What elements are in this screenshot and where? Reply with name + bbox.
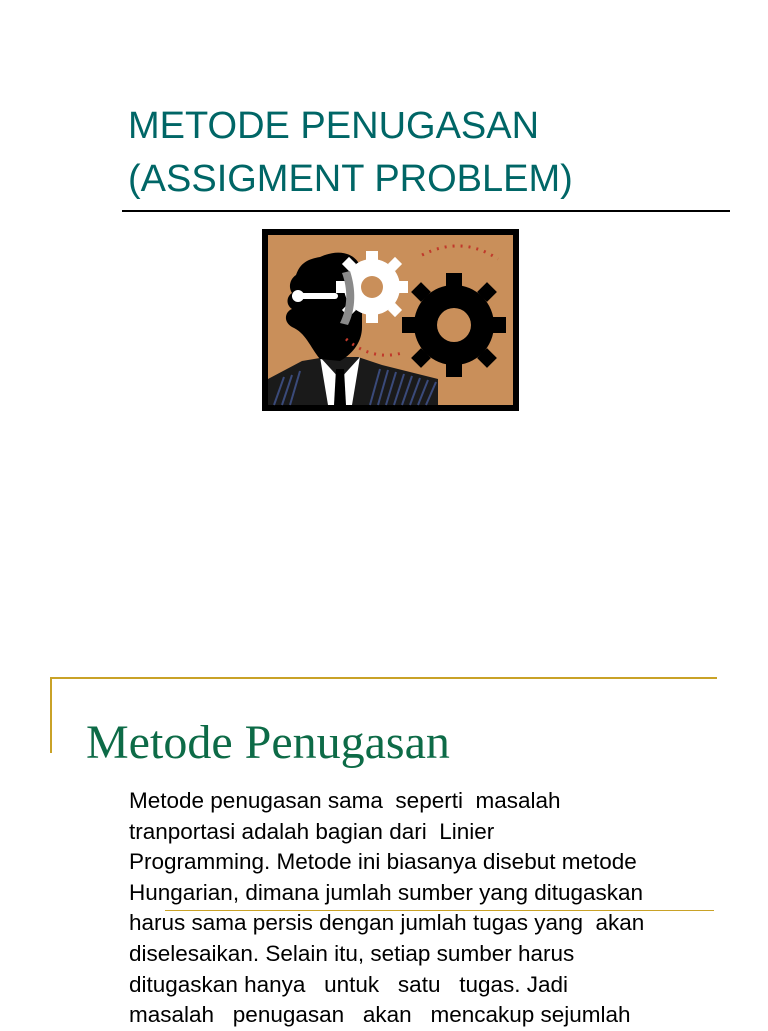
slide-frame-vertical (50, 677, 52, 753)
body-line: tranportasi adalah bagian dari Linier (129, 818, 495, 844)
body-line: diselesaikan. Selain itu, setiap sumber harus (129, 940, 575, 966)
slide1-title-line-2: (ASSIGMENT PROBLEM) (128, 158, 573, 200)
body-line: ditugaskan hanya untuk satu tugas. Jadi (129, 971, 569, 997)
body-line: Metode penugasan sama seperti masalah (129, 788, 561, 813)
slide2-title: Metode Penugasan (86, 716, 450, 769)
body-line: Hungarian, dimana jumlah sumber yang ditugaskan (129, 879, 644, 905)
slide1-title-line-1: METODE PENUGASAN (128, 105, 540, 147)
slide2-body (129, 786, 729, 1031)
title-divider (122, 210, 730, 212)
slide1-title (128, 100, 573, 206)
body-divider (165, 910, 714, 911)
body-line: Programming. Metode ini biasanya disebut metode (129, 849, 637, 875)
body-line: masalah penugasan akan mencakup sejumlah (129, 1002, 631, 1028)
body-line: harus sama persis dengan jumlah tugas yang akan (129, 910, 645, 936)
man-with-gears-icon (262, 229, 519, 411)
slide-frame-horizontal (50, 677, 717, 679)
